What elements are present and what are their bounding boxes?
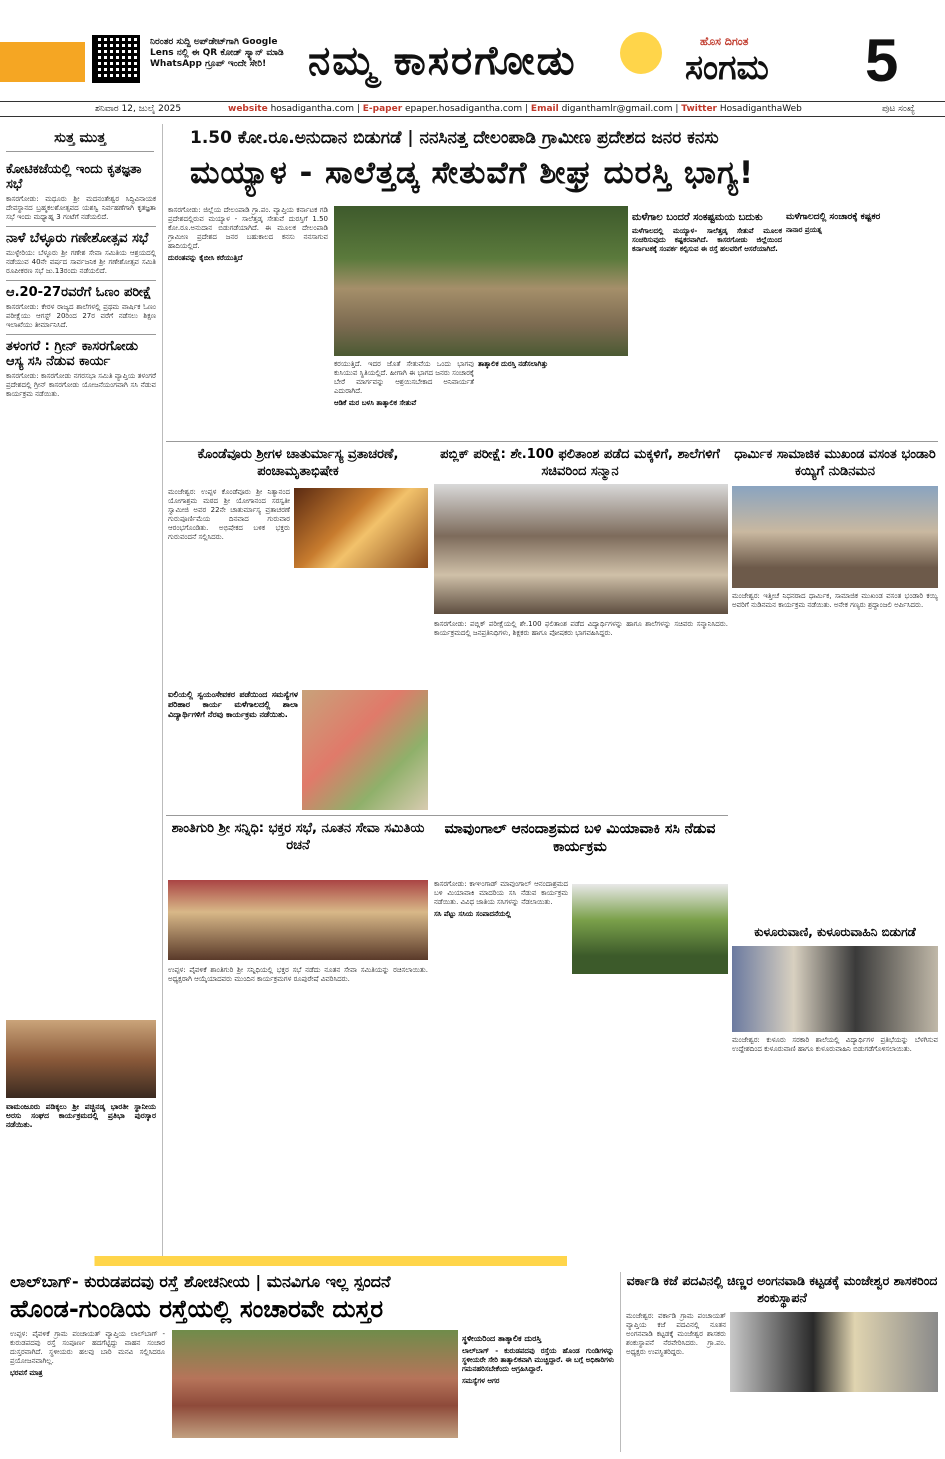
kondevooru-body: ಮಂಜೇಶ್ವರ: ಉಪ್ಪಳ ಕೊಂಡೆವೂರು ಶ್ರೀ ನಿತ್ಯಾನಂದ ಯೋಗಾಶ್ರಮ ಮಠದ ಶ್ರೀ ಯೋಗಾನಂದ ಸರಸ್ವತೀ ಸ್ವಾಮೀಜಿ ಅವರ 22ನೇ ಚಾತುರ್ಮಾಸ್ಯ ವ್ರತಾಚರಣೆ ಗುರುಪೂರ್ಣಿಮೆಯ ದಿನವಾದ ಗುರುವಾರ ಆರಂಭಗೊಂಡಿತು. ಅಭಿಷೇಕದ ಬಳಿಕ ಭಕ್ತರು ಗುರುವಂದನೆ ಸಲ್ಲಿಸಿದರು. bbox=[168, 488, 290, 541]
section-divider bbox=[166, 441, 938, 442]
dharmika-headline: ಧಾರ್ಮಿಕ ಸಾಮಾಜಿಕ ಮುಖಂಡ ವಸಂತ ಭಂಡಾರಿ ಕಯ್ಯಿಗೆ ನುಡಿನಮನ bbox=[734, 447, 936, 479]
sidebar-photo bbox=[6, 1020, 156, 1098]
section-ribbon bbox=[0, 1256, 945, 1266]
contact-links: website hosadigantha.com | E-paper epaper.hosadigantha.com | Email diganthamlr@gmail.com | Twitter HosadiganthaWeb bbox=[228, 104, 802, 114]
lead-side-box bbox=[632, 208, 782, 436]
lalbagh-box bbox=[462, 1330, 614, 1455]
lead-body: ಕರಯುತ್ತಿದೆ. ಇದರ ಜೊತೆ ಸೇತುವೆಯ ಒಂದು ಭಾಗವು ಕುಸಿಯುವ ಸ್ಥಿತಿಯಲ್ಲಿದೆ. ಹೀಗಾಗಿ ಈ ಭಾಗದ ಜನರು ಸಂಚಾರಕ್ಕೆ ಬೇರೆ ಮಾರ್ಗವನ್ನು ಆಶ್ರಯಿಸಬೇಕಾದ ಅನಿವಾರ್ಯತೆ ಎದುರಾಗಿದೆ. bbox=[334, 360, 474, 395]
public-exam-body: ಕಾಸರಗೋಡು: ಪಬ್ಲಿಕ್ ಪರೀಕ್ಷೆಯಲ್ಲಿ ಶೇ.100 ಫಲಿತಾಂಶ ಪಡೆದ ವಿದ್ಯಾರ್ಥಿಗಳನ್ನು ಹಾಗೂ ಶಾಲೆಗಳನ್ನು ಸಚಿವರು ಸನ್ಮಾನಿಸಿದರು. ಕಾರ್ಯಕ್ರಮದಲ್ಲಿ ಜನಪ್ರತಿನಿಧಿಗಳು, ಶಿಕ್ಷಕರು ಹಾಗೂ ಪೋಷಕರು ಭಾಗವಹಿಸಿದ್ದರು. bbox=[434, 620, 728, 637]
shantiguri-photo bbox=[168, 880, 428, 960]
brief-title: ಆ.20-27ರವರೆಗೆ ಓಣಂ ಪರೀಕ್ಷೆ bbox=[6, 280, 156, 300]
lead-subhead: ನಾನಾರ ಪ್ರಯತ್ನ bbox=[786, 226, 822, 234]
date-bar bbox=[0, 101, 945, 117]
lalbagh-box-title: ಸ್ಥಳೀಯರಿಂದ ತಾತ್ಕಾಲಿಕ ದುರಸ್ತಿ bbox=[462, 1334, 542, 1343]
lead-kicker: 1.50 ಕೋ.ರೂ.ಅನುದಾನ ಬಿಡುಗಡೆ | ನನಸಿನತ್ತ ದೇಲಂಪಾಡಿ ಗ್ರಾಮೀಣ ಪ್ರದೇಶದ ಜನರ ಕನಸು bbox=[190, 128, 719, 148]
sidebar-briefs bbox=[6, 158, 156, 658]
email-link[interactable]: diganthamlr@gmail.com bbox=[561, 104, 673, 114]
sidebar-section-title: ಸುತ್ತ ಮುತ್ತ bbox=[54, 130, 106, 146]
epaper-link[interactable]: epaper.hosadigantha.com bbox=[405, 104, 523, 114]
brief-body: ಕಾಸರಗೋಡು: ಕೇರಳ ರಾಜ್ಯದ ಶಾಲೆಗಳಲ್ಲಿ ಪ್ರಥಮ ವಾರ್ಷಿಕ ಓಣಂ ಪರೀಕ್ಷೆಯು ಆಗಸ್ಟ್ 20ರಿಂದ 27ರ ವರೆಗೆ ನಡೆಸಲು ಶಿಕ್ಷಣ ಇಲಾಖೆಯು ತೀರ್ಮಾನಿಸಿದೆ. bbox=[6, 303, 156, 329]
mavungal-photo bbox=[572, 884, 728, 974]
lead-column-1 bbox=[168, 206, 328, 436]
website-label: website bbox=[228, 104, 268, 114]
mavungal-subhead: ಸಸಿ ಪೆಟ್ಟು ಸಸಿಯ ಸಂಪಾದನೆಯಲ್ಲಿ bbox=[434, 910, 511, 918]
lalbagh-photo bbox=[172, 1330, 458, 1438]
lead-subhead: ದುರಂತವನ್ನು ಕೈಬೀಸಿ ಕರೆಯುತ್ತಿದೆ bbox=[168, 254, 243, 262]
twitter-label: Twitter bbox=[681, 104, 717, 114]
lalbagh-subhead: ಭರವಸೆ ಮಾತ್ರ bbox=[10, 1369, 43, 1377]
dharmika-body: ಮಂಜೇಶ್ವರ: ಇತ್ತೀಚೆ ನಿಧನರಾದ ಧಾರ್ಮಿಕ, ಸಾಮಾಜಿಕ ಮುಖಂಡ ವಸಂತ ಭಂಡಾರಿ ಕಯ್ಯಿ ಅವರಿಗೆ ನುಡಿನಮನ ಕಾರ್ಯಕ್ರಮ ನಡೆಯಿತು. ಅನೇಕ ಗಣ್ಯರು ಶ್ರದ್ಧಾಂಜಲಿ ಅರ್ಪಿಸಿದರು. bbox=[732, 592, 938, 609]
public-exam-headline: ಪಬ್ಲಿಕ್ ಪರೀಕ್ಷೆ: ಶೇ.100 ಫಲಿತಾಂಶ ಪಡೆದ ಮಕ್ಕಳಿಗೆ, ಶಾಲೆಗಳಿಗೆ ಸಚಿವರಿಂದ ಸನ್ಮಾನ bbox=[440, 447, 720, 479]
lead-column-4 bbox=[786, 208, 938, 436]
brief-title: ನಾಳೆ ಬೆಳ್ಳೂರು ಗಣೇಶೋತ್ಸವ ಸಭೆ bbox=[6, 226, 156, 246]
epaper-label: E-paper bbox=[362, 104, 403, 114]
lead-headline: ಮಯ್ಯಾಳ - ಸಾಲೆತ್ತಡ್ಕ ಸೇತುವೆಗೆ ಶೀಘ್ರ ದುರಸ್ತಿ ಭಾಗ್ಯ! bbox=[190, 155, 755, 191]
kids-photo bbox=[302, 690, 428, 810]
brand-name: ಹೊಸ ದಿಗಂತ bbox=[700, 35, 749, 48]
supplement-name: ಸಂಗಮ bbox=[685, 48, 769, 88]
workadi-headline: ವರ್ಕಾಡಿ ಕಜೆ ಪದವಿನಲ್ಲಿ ಚಿಣ್ಣರ ಅಂಗನವಾಡಿ ಕಟ್ಟಡಕ್ಕೆ ಮಂಜೇಶ್ವರ ಶಾಸಕರಿಂದ ಶಂಕುಸ್ಥಾಪನೆ bbox=[626, 1273, 938, 1305]
issue-date: ಶನಿವಾರ 12, ಜುಲೈ 2025 bbox=[95, 104, 182, 114]
brief-body: ಮುಳ್ಳೇರಿಯ: ಬೆಳ್ಳೂರು ಶ್ರೀ ಗಣೇಶ ಸೇವಾ ಸಮಿತಿಯ ಆಶ್ರಯದಲ್ಲಿ ನಡೆಯುವ 40ನೇ ವರ್ಷದ ಸಾರ್ವಜನಿಕ ಶ್ರೀ ಗಣೇಶೋತ್ಸವ ಸಮಿತಿ ರೂಪೀಕರಣ ಸಭೆ ಜು.13ರಂದು ನಡೆಯಲಿದೆ. bbox=[6, 249, 156, 275]
email-label: Email bbox=[530, 104, 559, 114]
shantiguri-headline: ಶಾಂತಿಗುರಿ ಶ್ರೀ ಸನ್ನಿಧಿ: ಭಕ್ತರ ಸಭೆ, ನೂತನ ಸೇವಾ ಸಮಿತಿಯ ರಚನೆ bbox=[171, 821, 425, 853]
whatsapp-promo: ನಿರಂತರ ಸುದ್ದಿ ಅಪ್‌ಡೇಟ್‌ಗಾಗಿ Google Lens ನಲ್ಲಿ ಈ QR ಕೋಡ್ ಸ್ಕ್ಯಾನ್ ಮಾಡಿ WhatsApp ಗ್ರೂಪ್ ಇಂದೇ ಸೇರಿ! bbox=[150, 37, 284, 69]
lead-box-body: ಮಳೆಗಾಲದಲ್ಲಿ ಮಯ್ಯಾಳ- ಸಾಲೆತ್ತಡ್ಕ ಸೇತುವೆ ಮೂಲಕ ಸಂಚರಿಸುವುದು ಕಷ್ಟಕರವಾಗಿದೆ. ಕಾಸರಗೋಡು ಜಿಲ್ಲೆಯಿಂದ ಕರ್ನಾಟಕಕ್ಕೆ ಸಂಪರ್ಕ ಕಲ್ಪಿಸುವ ಈ ರಸ್ತೆ ಹಲವರಿಗೆ ಆಸರೆಯಾಗಿದೆ. bbox=[632, 227, 782, 253]
lead-box-title: ಮಳೆಗಾಲ ಬಂದರೆ ಸಂಕಷ್ಟಮಯ ಬದುಕು bbox=[632, 212, 763, 223]
website-link[interactable]: hosadigantha.com bbox=[270, 104, 354, 114]
decorative-disc bbox=[620, 32, 662, 74]
brief-title: ಕೋಟಿಕಜೆಯಲ್ಲಿ ಇಂದು ಕೃತಜ್ಞತಾ ಸಭೆ bbox=[6, 162, 142, 192]
brief-title: ತಳಂಗರೆ : ಗ್ರೀನ್ ಕಾಸರಗೋಡು ಆಸ್ಯ ಸಸಿ ನೆಡುವ ಕಾರ್ಯ bbox=[6, 334, 156, 369]
qr-code-icon[interactable] bbox=[92, 35, 140, 83]
orange-tab bbox=[0, 42, 85, 82]
masthead bbox=[0, 0, 945, 97]
lead-subhead: ಮಳೆಗಾಲದಲ್ಲಿ ಸಂಚಾರಕ್ಕೆ ಕಷ್ಟಕರ bbox=[786, 212, 881, 222]
dharmika-photo bbox=[732, 486, 938, 588]
mavungal-headline: ಮಾವುಂಗಾಲ್ ಆನಂದಾಶ್ರಮದ ಬಳಿ ಮಿಯಾವಾಕಿ ಸಸಿ ನೆಡುವ ಕಾರ್ಯಕ್ರಮ bbox=[444, 821, 716, 855]
brief-body: ಕಾಸರಗೋಡು: ಕಾಸರಗೋಡು ನಗರಸಭಾ ಸಮಿತಿ ವ್ಯಾಪ್ತಿಯ ತಳಂಗರೆ ಪ್ರದೇಶದಲ್ಲಿ ಗ್ರೀನ್ ಕಾಸರಗೋಡು ಯೋಜನೆಯಂಗವಾಗಿ ಸಸಿ ನೆಡುವ ಕಾರ್ಯಕ್ರಮ ನಡೆಯಿತು. bbox=[6, 372, 156, 398]
kondevooru-headline: ಕೊಂಡೆವೂರು ಶ್ರೀಗಳ ಚಾತುರ್ಮಾಸ್ಯ ವ್ರತಾಚರಣೆ, ಪಂಚಾಮೃತಾಭಿಷೇಕ bbox=[197, 447, 399, 479]
page-label: ಪುಟ ಸಂಖ್ಯೆ bbox=[882, 104, 915, 114]
lead-subhead: ತಾತ್ಕಾಲಿಕ ದುರಸ್ತಿ ನಡೆಸಲಾಗಿತ್ತು bbox=[478, 360, 548, 368]
sidebar-photo-caption: ವಾಮಂಜೂರು ಪಡಿಕ್ಕಲು ಶ್ರೀ ಪಚ್ಚಿನಡ್ಕ ಭಾರತೀ ಸ್ಥಾನೀಯ ಅರಸು ಸಂಘದ ಕಾರ್ಯಕ್ರಮದಲ್ಲಿ ಪ್ರತಿಭಾ ಪುರಸ್ಕಾರ ನಡೆಯಿತು. bbox=[6, 1102, 156, 1129]
kuluru-photo bbox=[732, 946, 938, 1032]
brief-body: ಕಾಸರಗೋಡು: ಮಧೂರು ಶ್ರೀ ಮದನಂತೇಶ್ವರ ಸಿದ್ಧಿವಿನಾಯಕ ದೇವಸ್ಥಾನದ ಬ್ರಹ್ಮಕಲಶೋತ್ಸವದ ಯಶಸ್ವಿ ನಿರ್ವಹಣೆಗಾಗಿ ಕೃತಜ್ಞತಾ ಸಭೆ ಇಂದು ಮಧ್ಯಾಹ್ನ 3 ಗಂಟೆಗೆ ನಡೆಯಲಿದೆ. bbox=[6, 195, 156, 221]
lead-body: ಕಾಸರಗೋಡು: ಜಿಲ್ಲೆಯ ದೇಲಂಪಾಡಿ ಗ್ರಾ.ಪಂ. ವ್ಯಾಪ್ತಿಯ ಕರ್ನಾಟಕ ಗಡಿ ಪ್ರದೇಶದಲ್ಲಿರುವ ಮಯ್ಯಾಳ - ಸಾಲೆತ್ತಡ್ಕ ಸೇತುವೆ ದುರಸ್ತಿಗೆ 1.50 ಕೋ.ರೂ.ಅನುದಾನ ಬಿಡುಗಡೆಯಾಗಿದೆ. ಈ ಮೂಲಕ ದೇಲಂಪಾಡಿ ಗ್ರಾಮೀಣ ಪ್ರದೇಶದ ಜನರ ಬಹುಕಾಲದ ಕನಸು ನನಸಾಗುವ ಹಾದಿಯಲ್ಲಿದೆ. bbox=[168, 206, 328, 250]
mavungal-body: ಕಾಸರಗೋಡು: ಕಾಞಂಗಾಡ್ ಮಾವುಂಗಾಲ್ ಆನಂದಾಶ್ರಮದ ಬಳಿ ಮಿಯಾವಾಕಿ ಮಾದರಿಯ ಸಸಿ ನೆಡುವ ಕಾರ್ಯಕ್ರಮ ನಡೆಯಿತು. ವಿವಿಧ ಜಾತಿಯ ಸಸಿಗಳನ್ನು ನೆಡಲಾಯಿತು. bbox=[434, 880, 568, 906]
shantiguri-body: ಉಪ್ಪಳ: ಪೈವಳಿಕೆ ಶಾಂತಿಗುರಿ ಶ್ರೀ ಸನ್ನಿಧಿಯಲ್ಲಿ ಭಕ್ತರ ಸಭೆ ನಡೆದು ನೂತನ ಸೇವಾ ಸಮಿತಿಯನ್ನು ರಚಿಸಲಾಯಿತು. ಅಧ್ಯಕ್ಷರಾಗಿ ಆಯ್ಕೆಯಾದವರು ಮುಂದಿನ ಕಾರ್ಯಕ್ರಮಗಳ ರೂಪುರೇಷೆ ವಿವರಿಸಿದರು. bbox=[168, 966, 428, 983]
lead-subhead: ಆಡಿಕೆ ಮರ ಬಳಸಿ ತಾತ್ಕಾಲಿಕ ಸೇತುವೆ bbox=[334, 399, 417, 407]
kuluru-body: ಮಂಜೇಶ್ವರ: ಕುಳೂರು ಸರಕಾರಿ ಶಾಲೆಯಲ್ಲಿ ವಿದ್ಯಾರ್ಥಿಗಳ ಪ್ರತಿಭೆಯನ್ನು ಬೆಳಗಿಸುವ ಉದ್ದೇಶದಿಂದ ಕುಳೂರುವಾಣಿ ಹಾಗೂ ಕುಳೂರುವಾಹಿನಿ ಬಿಡುಗಡೆಗೊಳಿಸಲಾಯಿತು. bbox=[732, 1036, 938, 1053]
section-title: ನಮ್ಮ ಕಾಸರಗೋಡು bbox=[308, 38, 577, 84]
column-divider bbox=[620, 1272, 621, 1452]
page-number: 5 bbox=[865, 27, 899, 94]
sidebar-header bbox=[6, 124, 154, 152]
section-divider bbox=[166, 815, 728, 816]
lead-photo-road bbox=[334, 206, 628, 356]
workadi-body: ಮಂಜೇಶ್ವರ: ವರ್ಕಾಡಿ ಗ್ರಾಮ ಪಂಚಾಯತ್ ವ್ಯಾಪ್ತಿಯ ಕಜೆ ಪದವಿನಲ್ಲಿ ನೂತನ ಅಂಗನವಾಡಿ ಕಟ್ಟಡಕ್ಕೆ ಮಂಜೇಶ್ವರ ಶಾಸಕರು ಶಂಕುಸ್ಥಾಪನೆ ನೆರವೇರಿಸಿದರು. ಗ್ರಾ.ಪಂ. ಅಧ್ಯಕ್ಷರು ಉಪಸ್ಥಿತರಿದ್ದರು. bbox=[626, 1312, 726, 1356]
lalbagh-box-body: ಲಾಲ್‌ಬಾಗ್ - ಕುರುಡಪದವು ರಸ್ತೆಯ ಹೊಂಡ ಗುಂಡಿಗಳನ್ನು ಸ್ಥಳೀಯರೇ ಸೇರಿ ತಾತ್ಕಾಲಿಕವಾಗಿ ಮುಚ್ಚಿದ್ದಾರೆ. ಈ ಬಗ್ಗೆ ಅಧಿಕಾರಿಗಳು ಗಮನಹರಿಸಬೇಕೆಂದು ಆಗ್ರಹಿಸಿದ್ದಾರೆ. bbox=[462, 1347, 614, 1373]
lead-column-3 bbox=[478, 360, 628, 436]
lalbagh-body: ಉಪ್ಪಳ: ಪೈವಳಿಕೆ ಗ್ರಾಮ ಪಂಚಾಯತ್ ವ್ಯಾಪ್ತಿಯ ಲಾಲ್‌ಬಾಗ್ - ಕುರುಡಪದವು ರಸ್ತೆ ಸಂಪೂರ್ಣ ಹದಗೆಟ್ಟಿದ್ದು ವಾಹನ ಸಂಚಾರ ದುಸ್ತರವಾಗಿದೆ. ಸ್ಥಳೀಯರು ಹಲವು ಬಾರಿ ಮನವಿ ಸಲ್ಲಿಸಿದರೂ ಪ್ರಯೋಜನವಾಗಿಲ್ಲ. bbox=[10, 1330, 165, 1365]
column-divider bbox=[162, 124, 163, 1264]
lalbagh-subhead: ಸಮಸ್ಯೆಗಳ ಆಗರ bbox=[462, 1377, 500, 1385]
lalbagh-column bbox=[10, 1330, 165, 1455]
mavungal-column bbox=[434, 880, 568, 1250]
public-exam-photo bbox=[434, 484, 728, 614]
lead-column-2 bbox=[334, 360, 474, 436]
lalbagh-kicker: ಲಾಲ್‌ಬಾಗ್- ಕುರುಡಪದವು ರಸ್ತೆ ಶೋಚನೀಯ | ಮನವಿಗೂ ಇಲ್ಲ ಸ್ಪಂದನೆ bbox=[10, 1272, 391, 1291]
lalbagh-headline: ಹೊಂಡ-ಗುಂಡಿಯ ರಸ್ತೆಯಲ್ಲಿ ಸಂಚಾರವೇ ದುಸ್ತರ bbox=[10, 1295, 384, 1323]
note-box: ಐಲಿಯಲ್ಲಿ ಸ್ವಯಂಸೇವಕರ ಪಡೆಯಿಂದ ಸಮಸ್ಯೆಗಳ ಪರಿಹಾರ ಕಾರ್ಯ ಮಳೆಗಾಲದಲ್ಲಿ ಶಾಲಾ ವಿದ್ಯಾರ್ಥಿಗಳಿಗೆ ನೆರವು ಕಾರ್ಯಕ್ರಮ ನಡೆಯಿತು. bbox=[168, 690, 298, 719]
kuluru-headline: ಕುಳೂರುವಾಣಿ, ಕುಳೂರುವಾಹಿನಿ ಬಿಡುಗಡೆ bbox=[754, 925, 916, 939]
kondevooru-photo bbox=[294, 488, 428, 568]
twitter-link[interactable]: HosadiganthaWeb bbox=[719, 104, 802, 114]
workadi-photo bbox=[730, 1312, 938, 1392]
